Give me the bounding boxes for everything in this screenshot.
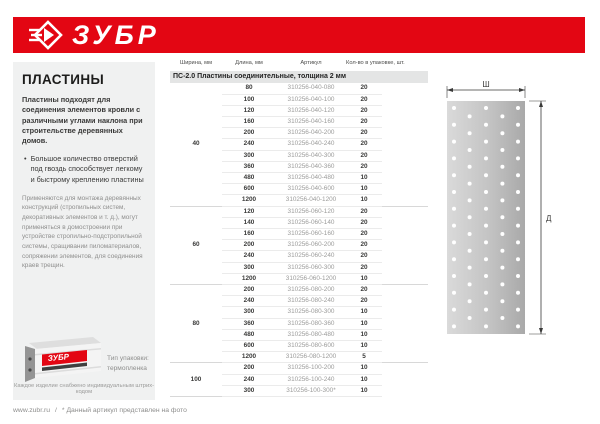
article-cell: 310256-060-160 — [276, 229, 346, 240]
brand-logo-text: ЗУБР — [72, 19, 160, 50]
product-details: Применяются для монтажа деревянных конструкций (стропильных систем, декоративных элементов и т. д.), могут применяться в домостроении при устройстве стропильно-подстропильной системы, сращивании пиломатериалов, сопряжении элементов, для соединения краев трещин. — [22, 194, 143, 270]
feature-bullet — [22, 154, 146, 185]
table-row — [170, 206, 428, 217]
filler-cell — [382, 94, 428, 105]
article-cell: 310256-080-360 — [276, 318, 346, 329]
bullet-icon: • — [24, 153, 27, 163]
qty-cell: 20 — [346, 105, 382, 116]
filler-cell — [382, 128, 428, 139]
article-cell: 310256-100-300* — [276, 385, 346, 396]
width-dim-label: Ш — [482, 80, 490, 89]
product-info-panel — [13, 62, 155, 400]
filler-cell — [382, 150, 428, 161]
length-cell: 200 — [222, 240, 276, 251]
qty-cell: 10 — [346, 363, 382, 374]
length-cell: 160 — [222, 229, 276, 240]
article-cell: 310256-100-240 — [276, 374, 346, 385]
filler-cell — [382, 139, 428, 150]
article-cell: 310256-060-1200 — [276, 273, 346, 284]
filler-cell — [382, 296, 428, 307]
qty-cell: 10 — [346, 318, 382, 329]
filler-cell — [382, 329, 428, 340]
table-row — [170, 83, 428, 94]
length-cell: 1200 — [222, 273, 276, 284]
package-box-illustration — [21, 328, 105, 386]
table-row — [170, 363, 428, 374]
article-cell: 310256-100-200 — [276, 363, 346, 374]
column-header-qty: Кол-во в упаковке, шт. — [346, 60, 405, 66]
length-cell: 160 — [222, 117, 276, 128]
filler-cell — [382, 341, 428, 352]
article-cell: 310256-080-600 — [276, 341, 346, 352]
qty-cell: 20 — [346, 128, 382, 139]
length-cell: 120 — [222, 206, 276, 217]
plate-drawing — [440, 78, 590, 340]
spec-table-container — [170, 57, 428, 397]
section-header-row — [170, 71, 428, 83]
filler-cell — [382, 318, 428, 329]
length-cell: 1200 — [222, 195, 276, 206]
filler-cell — [382, 173, 428, 184]
article-cell: 310256-040-200 — [276, 128, 346, 139]
qty-cell: 20 — [346, 262, 382, 273]
article-cell: 310256-040-080 — [276, 83, 346, 94]
filler-cell — [382, 307, 428, 318]
qty-cell: 5 — [346, 352, 382, 363]
qty-cell: 10 — [346, 307, 382, 318]
length-cell: 200 — [222, 363, 276, 374]
qty-cell: 10 — [346, 385, 382, 396]
article-cell: 310256-060-120 — [276, 206, 346, 217]
page-title: ПЛАСТИНЫ — [22, 72, 105, 87]
spec-table — [170, 57, 428, 397]
length-cell: 300 — [222, 150, 276, 161]
width-cell: 40 — [170, 83, 222, 206]
feature-bullet-text: Большое количество отверстий под гвоздь способствует легкому и быстрому креплению пластины — [30, 153, 144, 184]
qty-cell: 20 — [346, 206, 382, 217]
article-cell: 310256-080-1200 — [276, 352, 346, 363]
qty-cell: 10 — [346, 374, 382, 385]
section-title: ПС-2.0 Пластины соединительные, толщина 2 мм — [170, 71, 428, 83]
article-cell: 310256-040-100 — [276, 94, 346, 105]
plate-diagram — [440, 78, 590, 345]
qty-cell: 20 — [346, 94, 382, 105]
brand-logo — [29, 19, 160, 51]
length-cell: 480 — [222, 329, 276, 340]
article-cell: 310256-040-300 — [276, 150, 346, 161]
table-row — [170, 285, 428, 296]
filler-cell — [382, 184, 428, 195]
product-intro: Пластины подходят для соединения элементов кровли с различными углами наклона при строительстве деревянных домов. — [22, 95, 143, 146]
length-cell: 300 — [222, 307, 276, 318]
length-cell: 1200 — [222, 352, 276, 363]
filler-cell — [382, 262, 428, 273]
length-cell: 360 — [222, 161, 276, 172]
package-photo — [21, 328, 105, 391]
filler-cell — [382, 161, 428, 172]
zubr-diamond-icon — [29, 19, 63, 51]
length-cell: 100 — [222, 94, 276, 105]
qty-cell: 20 — [346, 83, 382, 94]
length-cell: 300 — [222, 262, 276, 273]
website-link[interactable]: www.zubr.ru — [13, 407, 51, 414]
width-cell: 60 — [170, 206, 222, 284]
qty-cell: 20 — [346, 296, 382, 307]
filler-cell — [382, 105, 428, 116]
filler-cell — [382, 385, 428, 396]
qty-cell: 20 — [346, 150, 382, 161]
length-dim-label: Д — [546, 214, 552, 223]
article-cell: 310256-060-140 — [276, 217, 346, 228]
filler-cell — [382, 374, 428, 385]
article-cell: 310256-080-200 — [276, 285, 346, 296]
article-cell: 310256-080-480 — [276, 329, 346, 340]
length-cell: 600 — [222, 184, 276, 195]
qty-cell: 10 — [346, 173, 382, 184]
filler-cell — [382, 251, 428, 262]
qty-cell: 20 — [346, 161, 382, 172]
qty-cell: 10 — [346, 273, 382, 284]
filler-cell — [382, 352, 428, 363]
width-cell: 100 — [170, 363, 222, 397]
length-cell: 80 — [222, 83, 276, 94]
article-cell: 310256-040-360 — [276, 161, 346, 172]
length-cell: 240 — [222, 374, 276, 385]
qty-cell: 20 — [346, 217, 382, 228]
spec-table-body — [170, 83, 428, 396]
length-cell: 140 — [222, 217, 276, 228]
article-cell: 310256-040-1200 — [276, 195, 346, 206]
barcode-note: Каждое изделие снабжено индивидуальным штрих-кодом — [13, 383, 155, 395]
brand-banner — [13, 17, 585, 53]
article-cell: 310256-060-300 — [276, 262, 346, 273]
filler-cell — [382, 240, 428, 251]
length-cell: 200 — [222, 285, 276, 296]
column-header-length: Длина, мм — [235, 60, 263, 66]
filler-cell — [382, 83, 428, 94]
qty-cell: 20 — [346, 240, 382, 251]
qty-cell: 10 — [346, 184, 382, 195]
filler-cell — [382, 363, 428, 374]
article-cell: 310256-040-160 — [276, 117, 346, 128]
length-cell: 200 — [222, 128, 276, 139]
filler-cell — [382, 206, 428, 217]
article-cell: 310256-080-240 — [276, 296, 346, 307]
length-cell: 600 — [222, 341, 276, 352]
qty-cell: 10 — [346, 329, 382, 340]
length-cell: 480 — [222, 173, 276, 184]
qty-cell: 10 — [346, 341, 382, 352]
page-footer — [13, 407, 187, 414]
qty-cell: 20 — [346, 139, 382, 150]
filler-cell — [382, 117, 428, 128]
filler-cell — [382, 285, 428, 296]
footnote: * Данный артикул представлен на фото — [61, 407, 187, 414]
column-header-width: Ширина, мм — [179, 60, 212, 66]
article-cell: 310256-080-300 — [276, 307, 346, 318]
length-cell: 300 — [222, 385, 276, 396]
qty-cell: 20 — [346, 117, 382, 128]
length-cell: 360 — [222, 318, 276, 329]
filler-cell — [382, 273, 428, 284]
article-cell: 310256-040-240 — [276, 139, 346, 150]
package-type-caption: Тип упаковки: термопленка — [107, 355, 149, 372]
length-cell: 240 — [222, 296, 276, 307]
plate-body — [447, 101, 525, 334]
article-cell: 310256-040-600 — [276, 184, 346, 195]
article-cell: 310256-060-240 — [276, 251, 346, 262]
length-cell: 240 — [222, 251, 276, 262]
article-cell: 310256-040-480 — [276, 173, 346, 184]
qty-cell: 20 — [346, 251, 382, 262]
column-header-row — [170, 57, 428, 71]
article-cell: 310256-040-120 — [276, 105, 346, 116]
qty-cell: 10 — [346, 195, 382, 206]
filler-cell — [382, 195, 428, 206]
footer-separator: / — [55, 407, 57, 414]
column-header-article: Артикул — [300, 60, 322, 66]
article-cell: 310256-060-200 — [276, 240, 346, 251]
qty-cell: 20 — [346, 229, 382, 240]
filler-cell — [382, 217, 428, 228]
filler-cell — [382, 229, 428, 240]
length-cell: 120 — [222, 105, 276, 116]
length-cell: 240 — [222, 139, 276, 150]
width-cell: 80 — [170, 285, 222, 363]
qty-cell: 20 — [346, 285, 382, 296]
package-brand-text: ЗУБР — [47, 352, 70, 363]
